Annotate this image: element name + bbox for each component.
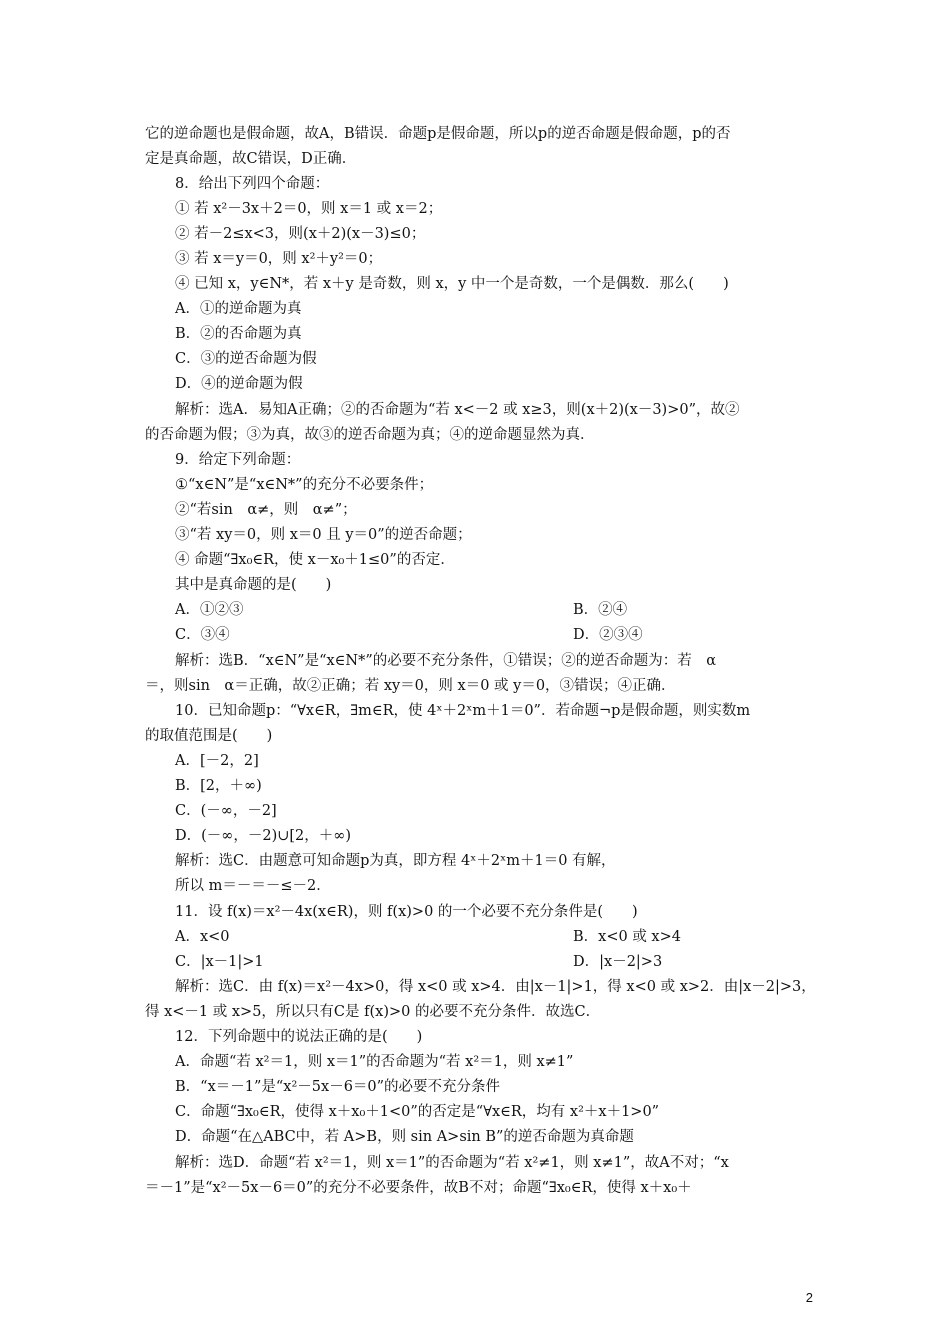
option-b: B．②的否命题为真 (175, 326, 302, 342)
solution-text: ＝－1”是“x²－5x－6＝0”的充分不必要条件，故B不对；命题“∃x₀∈R，使得 x＋x₀＋ (145, 1180, 692, 1196)
text-line: 定是真命题，故C错误，D正确． (145, 151, 357, 167)
text-line: 它的逆命题也是假命题，故A，B错误．命题p是假命题，所以p的逆否命题是假命题，p的否 (145, 126, 731, 142)
question-9-stem: 9．给定下列命题： (175, 452, 301, 468)
question-10-stem: 10．已知命题p：“∀x∈R，∃m∈R，使 4ˣ＋2ˣm＋1＝0”．若命题¬p是假命题，则实数m (175, 703, 751, 719)
solution-text: 解析：选B．“x∈N”是“x∈N*”的必要不充分条件，①错误；②的逆否命题为：若 α (175, 653, 717, 669)
option-b: B．“x＝－1”是“x²－5x－6＝0”的必要不充分条件 (175, 1079, 501, 1095)
proposition-item: ④ 命题“∃x₀∈R，使 x－x₀＋1≤0”的否定． (175, 552, 455, 568)
option-c: C．|x－1|>1 (175, 954, 264, 970)
option-a: A．命题“若 x²＝1，则 x＝1”的否命题为“若 x²＝1，则 x≠1” (175, 1054, 574, 1070)
solution-text: 解析：选A．易知A正确；②的否命题为“若 x<－2 或 x≥3，则(x＋2)(x－3)>0”，故② (175, 402, 740, 418)
proposition-item: ① 若 x²－3x＋2＝0，则 x＝1 或 x＝2； (175, 201, 443, 217)
question-12-stem: 12．下列命题中的说法正确的是( ) (175, 1029, 423, 1045)
question-11-stem: 11．设 f(x)＝x²－4x(x∈R)，则 f(x)>0 的一个必要不充分条件是( ) (175, 904, 638, 920)
option-b: B．[2，＋∞) (175, 778, 262, 794)
question-10-stem: 的取值范围是( ) (145, 728, 273, 744)
solution-text: ＝，则sin α＝正确，故②正确；若 xy＝0，则 x＝0 或 y＝0，③错误；④正确． (145, 678, 676, 694)
option-d: D．(－∞，－2)∪[2，＋∞) (175, 828, 352, 844)
proposition-item: ②“若sin α≠，则 α≠”； (175, 502, 357, 518)
proposition-item: ② 若－2≤x<3，则(x＋2)(x－3)≤0； (175, 226, 426, 242)
solution-text: 的否命题为假；③为真，故③的逆否命题为真；④的逆命题显然为真． (145, 427, 595, 443)
proposition-item: ④ 已知 x，y∈N*，若 x＋y 是奇数，则 x，y 中一个是奇数，一个是偶数．那么( ) (175, 276, 729, 292)
option-a: A．①②③ (175, 602, 244, 618)
solution-text: 解析：选C．由题意可知命题p为真，即方程 4ˣ＋2ˣm＋1＝0 有解， (175, 853, 616, 869)
option-d: D．④的逆命题为假 (175, 376, 303, 392)
option-c: C．(－∞，－2] (175, 803, 277, 819)
question-prompt: 其中是真命题的是( ) (175, 577, 332, 593)
proposition-item: ③ 若 x＝y＝0，则 x²＋y²＝0； (175, 251, 383, 267)
option-b: B．x<0 或 x>4 (573, 929, 681, 945)
option-a: A．①的逆命题为真 (175, 301, 302, 317)
proposition-item: ③“若 xy＝0，则 x＝0 且 y＝0”的逆否命题； (175, 527, 472, 543)
option-a: A．[－2，2] (175, 753, 259, 769)
solution-text: 得 x<－1 或 x>5，所以只有C是 f(x)>0 的必要不充分条件．故选C． (145, 1004, 601, 1020)
option-a: A．x<0 (175, 929, 230, 945)
option-c: C．③④ (175, 627, 230, 643)
option-b: B．②④ (573, 602, 628, 618)
option-d: D．命题“在△ABC中，若 A>B，则 sin A>sin B”的逆否命题为真命题 (175, 1129, 634, 1145)
option-d: D．|x－2|>3 (573, 954, 663, 970)
solution-text: 解析：选D．命题“若 x²＝1，则 x＝1”的否命题为“若 x²≠1，则 x≠1”，故A不对；“x (175, 1155, 729, 1171)
option-c: C．命题“∃x₀∈R，使得 x＋x₀＋1<0”的否定是“∀x∈R，均有 x²＋x＋1>0” (175, 1104, 660, 1120)
option-c: C．③的逆否命题为假 (175, 351, 317, 367)
page-number: 2 (805, 1290, 813, 1305)
solution-text: 解析：选C．由 f(x)＝x²－4x>0，得 x<0 或 x>4．由|x－1|>1，得 x<0 或 x>2．由|x－2|>3， (175, 979, 816, 995)
option-d: D．②③④ (573, 627, 643, 643)
solution-text: 所以 m＝－＝－≤－2． (175, 878, 331, 894)
proposition-item: ①“x∈N”是“x∈N*”的充分不必要条件； (175, 477, 434, 493)
question-8-stem: 8．给出下列四个命题： (175, 176, 330, 192)
